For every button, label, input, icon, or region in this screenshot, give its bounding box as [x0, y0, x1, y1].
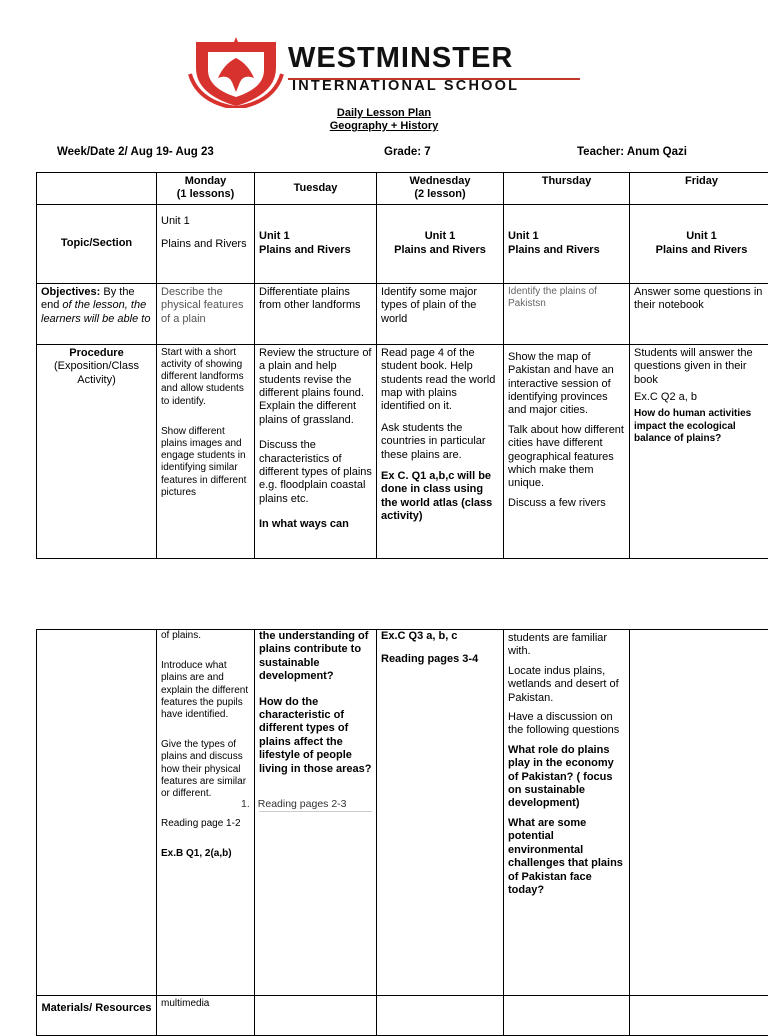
continued-monday-p3: Give the types of plains and discuss how their physical features are similar or different. — [161, 739, 250, 800]
procedure-wednesday-p1: Read page 4 of the student book. Help students read the world map with plains identified on it. — [381, 347, 499, 414]
continued-wednesday-p2: Reading pages 3-4 — [381, 653, 499, 666]
continued-tuesday — [255, 630, 377, 996]
school-logo — [188, 34, 588, 108]
school-subtitle: INTERNATIONAL SCHOOL — [292, 78, 519, 94]
header-thursday: Thursday — [504, 173, 630, 205]
procedure-continued-label — [37, 630, 157, 996]
topic-monday — [157, 204, 255, 283]
continued-thursday-p1: students are familiar with. — [508, 632, 625, 659]
school-name: WESTMINSTER — [288, 42, 513, 75]
objective-friday: Answer some questions in their notebook — [630, 283, 768, 344]
week-date: Week/Date 2/ Aug 19- Aug 23 — [57, 146, 214, 158]
objectives-label-rest: By the end — [41, 286, 135, 311]
continued-tuesday-reading: Reading pages 2-3 — [258, 798, 347, 810]
procedure-wednesday-p3: Ex C. Q1 a,b,c will be done in class using the world atlas (class activity) — [381, 470, 499, 524]
procedure-friday-p3: How do human activities impact the ecological balance of plains? — [634, 408, 768, 445]
topic-friday: Unit 1 Plains and Rivers — [630, 204, 768, 283]
procedure-continued-row — [37, 630, 768, 996]
objectives-label-italic: of the lesson, the learners will be able to — [41, 299, 150, 324]
materials-friday — [630, 996, 768, 1036]
procedure-label-sub: (Exposition/Class Activity) — [41, 360, 152, 387]
topic-wednesday: Unit 1 Plains and Rivers — [377, 204, 504, 283]
continued-thursday — [504, 630, 630, 996]
continued-monday — [157, 630, 255, 996]
procedure-friday — [630, 344, 768, 558]
objective-thursday: Identify the plains of Pakistsn — [504, 283, 630, 344]
header-friday: Friday — [630, 173, 768, 205]
topic-label: Topic/Section — [37, 204, 157, 283]
continued-thursday-p5: What are some potential environmental challenges that plains of Pakistan face today? — [508, 817, 625, 897]
materials-tuesday — [255, 996, 377, 1036]
header-monday: Monday (1 lessons) — [157, 173, 255, 205]
objectives-row — [37, 283, 768, 344]
grade: Grade: 7 — [384, 146, 431, 158]
header-blank — [37, 173, 157, 205]
header-tuesday: Tuesday — [255, 173, 377, 205]
objectives-label-bold: Objectives: — [41, 286, 100, 298]
procedure-wednesday — [377, 344, 504, 558]
continued-tuesday-p1: the understanding of plains contribute to sustainable development? — [259, 630, 372, 684]
objectives-label — [37, 283, 157, 344]
materials-wednesday — [377, 996, 504, 1036]
procedure-thursday-p2: Talk about how different cities have different geographical features which make them unique. — [508, 424, 625, 491]
procedure-friday-p2: Ex.C Q2 a, b — [634, 391, 768, 404]
procedure-thursday-p3: Discuss a few rivers — [508, 497, 625, 510]
continued-thursday-p4: What role do plains play in the economy of Pakistan? ( focus on sustainable development) — [508, 744, 625, 811]
continued-monday-p1: of plains. — [161, 630, 250, 642]
procedure-label — [37, 344, 157, 558]
materials-label: Materials/ Resources — [37, 996, 157, 1036]
continued-wednesday-p1: Ex.C Q3 a, b, c — [381, 630, 499, 643]
continued-monday-p2: Introduce what plains are and explain the different features the pupils have identified. — [161, 660, 250, 721]
lesson-plan-table-2 — [36, 629, 768, 1036]
materials-monday: multimedia — [157, 996, 255, 1036]
procedure-tuesday-p1: Review the structure of a plain and help students revise the different plains found. Explain the different plains of grassland. — [259, 347, 372, 427]
header-wednesday: Wednesday (2 lesson) — [377, 173, 504, 205]
document-title: Daily Lesson Plan — [0, 107, 768, 119]
materials-thursday — [504, 996, 630, 1036]
topic-row — [37, 204, 768, 283]
topic-tuesday: Unit 1 Plains and Rivers — [255, 204, 377, 283]
procedure-tuesday-p3: In what ways can — [259, 518, 372, 531]
list-marker: 1. — [241, 798, 250, 810]
procedure-label-title: Procedure — [41, 347, 152, 360]
continued-friday — [630, 630, 768, 996]
objective-tuesday: Differentiate plains from other landforms — [255, 283, 377, 344]
procedure-tuesday-p2: Discuss the characteristics of different types of plains e.g. floodplain coastal plains etc. — [259, 439, 372, 506]
procedure-tuesday — [255, 344, 377, 558]
continued-thursday-p3: Have a discussion on the following questions — [508, 711, 625, 738]
topic-monday-title: Plains and Rivers — [161, 238, 250, 251]
procedure-monday — [157, 344, 255, 558]
materials-row — [37, 996, 768, 1036]
objective-monday: Describe the physical features of a plain — [157, 283, 255, 344]
continued-thursday-p2: Locate indus plains, wetlands and desert of Pakistan. — [508, 665, 625, 705]
topic-monday-unit: Unit 1 — [161, 215, 250, 228]
document-subject: Geography + History — [0, 120, 768, 132]
procedure-monday-p2: Show different plains images and engage students in identifying similar features in different pictures — [161, 426, 250, 499]
continued-tuesday-p3 — [259, 798, 372, 812]
crest-icon — [188, 34, 284, 108]
lesson-plan-table-1 — [36, 172, 768, 559]
procedure-thursday — [504, 344, 630, 558]
continued-monday-p4: Reading page 1-2 — [161, 818, 250, 830]
topic-thursday: Unit 1 Plains and Rivers — [504, 204, 630, 283]
procedure-friday-p1: Students will answer the questions given in their book — [634, 347, 768, 387]
continued-wednesday — [377, 630, 504, 996]
continued-tuesday-p2: How do the characteristic of different types of plains affect the lifestyle of people living in those areas? — [259, 696, 372, 776]
objective-wednesday: Identify some major types of plain of the world — [377, 283, 504, 344]
procedure-wednesday-p2: Ask students the countries in particular these plains are. — [381, 422, 499, 462]
procedure-thursday-p1: Show the map of Pakistan and have an interactive session of identifying provinces and major cities. — [508, 351, 625, 418]
continued-monday-p5: Ex.B Q1, 2(a,b) — [161, 848, 250, 860]
teacher: Teacher: Anum Qazi — [577, 146, 687, 158]
procedure-row — [37, 344, 768, 558]
procedure-monday-p1: Start with a short activity of showing different landforms and allow students to identify. — [161, 347, 250, 408]
header-row — [37, 173, 768, 205]
